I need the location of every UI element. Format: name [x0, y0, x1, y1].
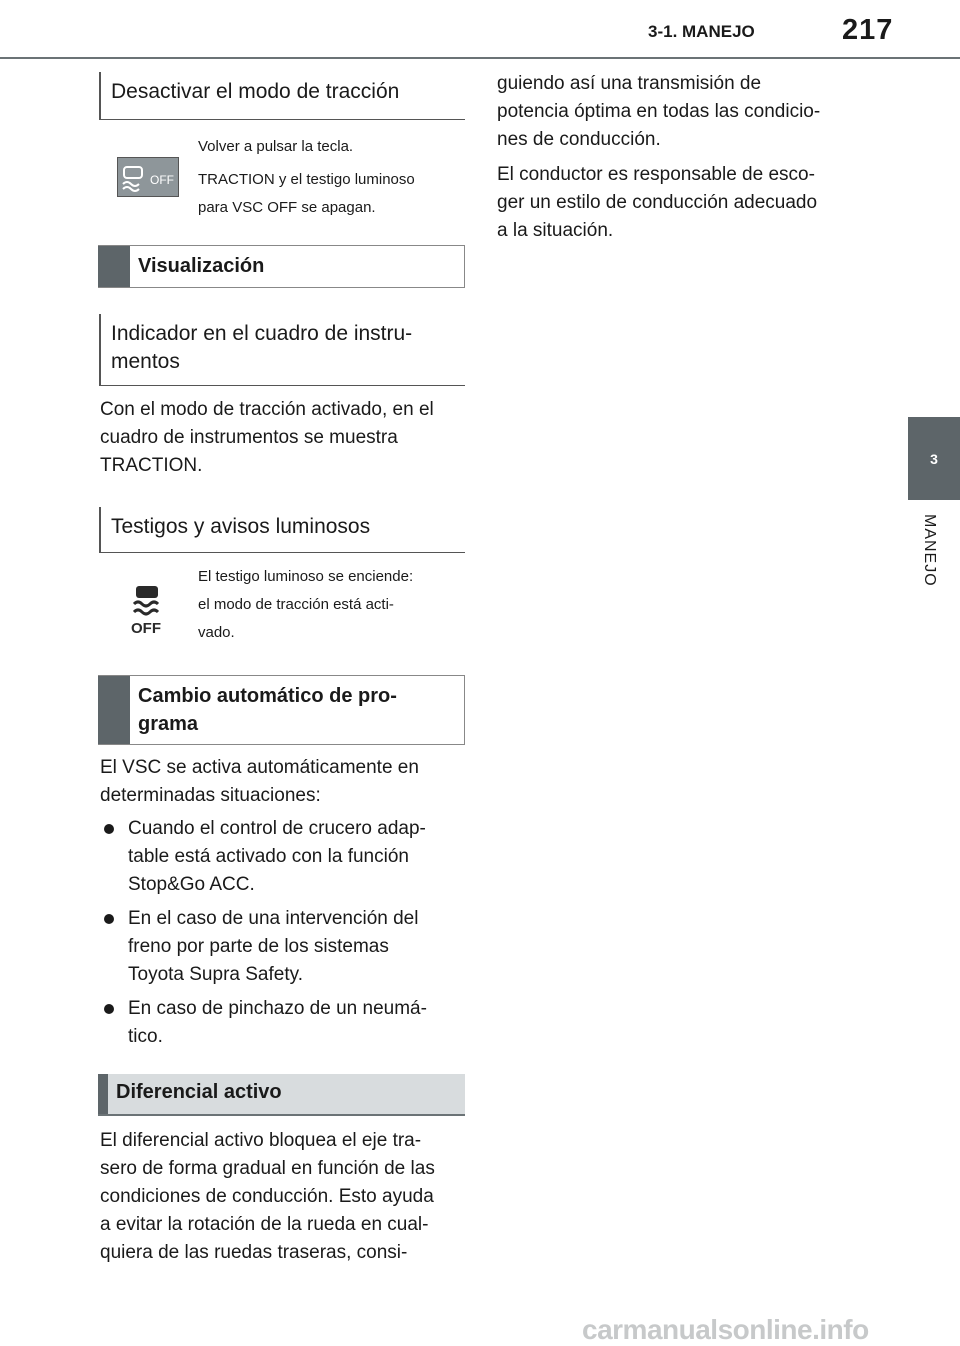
section-title: 3-1. MANEJO — [648, 22, 755, 41]
list-item: En el caso de una intervención del freno por parte de los sistemas Toyota Supra Safety. — [100, 905, 470, 989]
heading-bar — [98, 1074, 108, 1114]
heading-text: mentos — [111, 350, 180, 373]
traction-off-button-icon — [117, 157, 179, 197]
paragraph-line: determinadas situaciones: — [100, 785, 321, 806]
paragraph-line: a la situación. — [497, 220, 614, 241]
paragraph-line: Con el modo de tracción activado, en el — [100, 399, 434, 420]
paragraph-line: a evitar la rotación de la rueda en cual- — [100, 1214, 429, 1235]
heading-text: grama — [138, 713, 199, 735]
heading-text: Diferencial activo — [116, 1081, 282, 1103]
paragraph-line: El conductor es responsable de esco- — [497, 164, 815, 185]
heading-active-differential — [98, 1074, 465, 1116]
svg-text:OFF: OFF — [150, 173, 174, 187]
paragraph-line: cuadro de instrumentos se muestra — [100, 427, 398, 448]
instruction-line: Volver a pulsar la tecla. — [198, 138, 354, 155]
chapter-number: 3 — [930, 450, 938, 467]
heading-text: Testigos y avisos luminosos — [111, 515, 371, 538]
paragraph-line: El diferencial activo bloquea el eje tra- — [100, 1130, 422, 1151]
heading-text: Desactivar el modo de tracción — [111, 80, 400, 103]
heading-auto-program-change — [98, 675, 465, 745]
header-divider — [0, 57, 960, 59]
paragraph-line: sero de forma gradual en función de las — [100, 1158, 435, 1179]
heading-deactivate-traction — [99, 72, 465, 120]
heading-bar — [98, 246, 130, 287]
heading-bar — [98, 676, 130, 744]
paragraph-line: quiera de las ruedas traseras, consi- — [100, 1242, 408, 1263]
chapter-label: MANEJO — [921, 514, 938, 587]
heading-warning-lights — [99, 507, 465, 553]
watermark: carmanualsonline.info — [582, 1314, 869, 1345]
warning-line: El testigo luminoso se enciende: — [198, 568, 414, 585]
page-number: 217 — [842, 14, 894, 46]
instruction-line: TRACTION y el testigo luminoso — [198, 171, 415, 188]
vsc-off-warning-icon — [126, 582, 168, 634]
paragraph-line: El VSC se activa automáticamente en — [100, 757, 419, 778]
heading-text: Indicador en el cuadro de instru- — [111, 322, 413, 345]
instruction-line: para VSC OFF se apagan. — [198, 199, 376, 216]
warning-line: el modo de tracción está acti- — [198, 596, 394, 613]
chapter-tab — [908, 417, 960, 500]
situation-list — [100, 815, 470, 1057]
heading-visualization — [98, 245, 465, 288]
paragraph-line: ger un estilo de conducción adecuado — [497, 192, 818, 213]
heading-text: Visualización — [138, 255, 265, 277]
paragraph-line: nes de conducción. — [497, 129, 661, 150]
paragraph-line: TRACTION. — [100, 455, 203, 476]
paragraph-line: potencia óptima en todas las condicio- — [497, 101, 821, 122]
heading-instrument-indicator — [99, 314, 465, 386]
paragraph-line: guiendo así una transmisión de — [497, 73, 762, 94]
warning-line: vado. — [198, 624, 235, 641]
paragraph-line: condiciones de conducción. Esto ayuda — [100, 1186, 434, 1207]
svg-text:OFF: OFF — [131, 620, 161, 636]
heading-text: Cambio automático de pro- — [138, 685, 397, 707]
list-item: En caso de pinchazo de un neumá- tico. — [100, 995, 470, 1051]
list-item: Cuando el control de crucero adap- table está activado con la función Stop&Go ACC. — [100, 815, 470, 899]
